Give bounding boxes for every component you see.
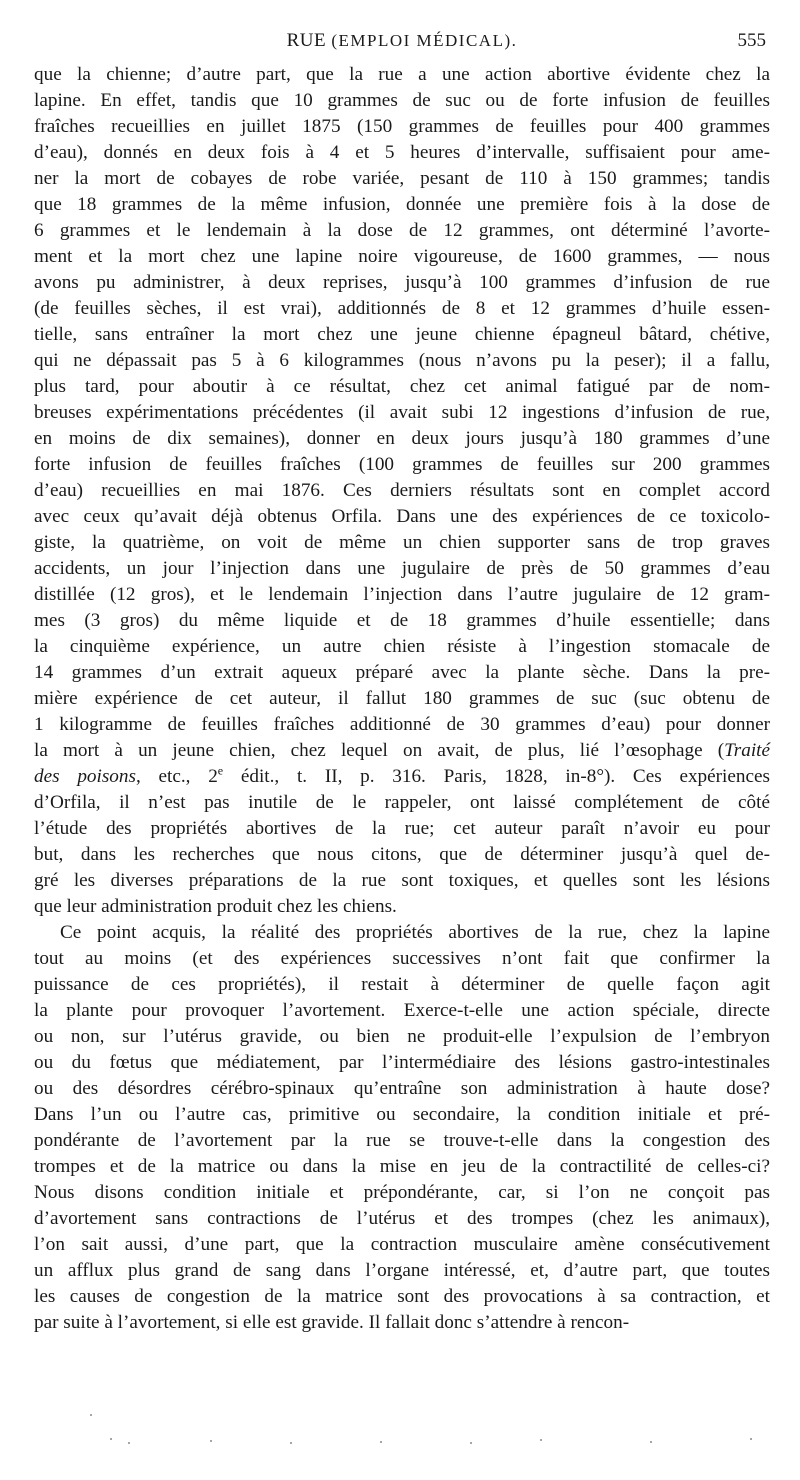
text-line: la cinquième expérience, un autre chien résiste à l’ingestion stomacale de xyxy=(34,636,770,657)
text-line: qui ne dépassait pas 5 à 6 kilogrammes (nous n’avons pu la peser); il a fallu, xyxy=(34,350,770,371)
running-title-main: RUE xyxy=(286,30,327,51)
text-line: 14 grammes d’un extrait aqueux préparé avec la plante sèche. Dans la pre- xyxy=(34,662,770,683)
text-line: lapine. En effet, tandis que 10 grammes de suc ou de forte infusion de feuilles xyxy=(34,90,770,111)
text-line: l’étude des propriétés abortives de la rue; cet auteur paraît n’avoir eu pour xyxy=(34,818,770,839)
text-line: 6 grammes et le lendemain à la dose de 12 grammes, ont déterminé l’avorte- xyxy=(34,220,770,241)
text-line: ner la mort de cobayes de robe variée, pesant de 110 à 150 grammes; tandis xyxy=(34,168,770,189)
running-header xyxy=(36,30,768,60)
text-line: pondérante de l’avortement par la rue se trouve-t-elle dans la congestion des xyxy=(34,1130,770,1151)
text-line: avons pu administrer, à deux reprises, jusqu’à 100 grammes d’infusion de rue xyxy=(34,272,770,293)
text-line: mes (3 gros) du même liquide et de 18 grammes d’huile essentielle; dans xyxy=(34,610,770,631)
running-title xyxy=(36,30,768,52)
text-line: l’on sait aussi, d’une part, que la contraction musculaire amène consécutivement xyxy=(34,1234,770,1255)
text-line: ou non, sur l’utérus gravide, ou bien ne produit-elle l’expulsion de l’embryon xyxy=(34,1026,770,1047)
text-line: tout au moins (et des expériences successives n’ont fait que confirmer la xyxy=(34,948,770,969)
text-line: ou du fœtus que médiatement, par l’intermédiaire des lésions gastro-intestinales xyxy=(34,1052,770,1073)
text-line: tielle, sans entraîner la mort chez une jeune chienne épagneul bâtard, chétive, xyxy=(34,324,770,345)
text-line: puissance de ces propriétés), il restait à déterminer de quelle façon agit xyxy=(34,974,770,995)
text-line: la mort à un jeune chien, chez lequel on avait, de plus, lié l’œsophage (Traité xyxy=(34,740,770,761)
text-line: un afflux plus grand de sang dans l’organe intéressé, et, d’autre part, que toutes xyxy=(34,1260,770,1281)
scan-specks xyxy=(90,1412,770,1452)
text-line: d’eau) recueillies en mai 1876. Ces derniers résultats sont en complet accord xyxy=(34,480,770,501)
text-line: Ce point acquis, la réalité des propriétés abortives de la rue, chez la lapine xyxy=(60,922,770,943)
text-line: avec ceux qu’avait déjà obtenus Orfila. Dans une des expériences de ce toxicolo- xyxy=(34,506,770,527)
text-line: d’avortement sans contractions de l’utérus et des trompes (chez les animaux), xyxy=(34,1208,770,1229)
body-text xyxy=(34,62,770,1336)
text-line: les causes de congestion de la matrice sont des provocations à sa contraction, et xyxy=(34,1286,770,1307)
text-line: forte infusion de feuilles fraîches (100 grammes de feuilles sur 200 grammes xyxy=(34,454,770,475)
text-line: breuses expérimentations précédentes (il avait subi 12 ingestions d’infusion de rue, xyxy=(34,402,770,423)
text-line: par suite à l’avortement, si elle est gravide. Il fallait donc s’attendre à rencon- xyxy=(34,1312,630,1333)
text-line: (de feuilles sèches, il est vrai), additionnés de 8 et 12 grammes d’huile essen- xyxy=(34,298,770,319)
text-line: plus tard, pour aboutir à ce résultat, chez cet animal fatigué par de nom- xyxy=(34,376,770,397)
text-line: d’Orfila, il n’est pas inutile de le rappeler, ont laissé complétement de côté xyxy=(34,792,770,813)
text-line: ment et la mort chez une lapine noire vigoureuse, de 1600 grammes, — nous xyxy=(34,246,770,267)
text-line: trompes et de la matrice ou dans la mise en jeu de la contractilité de celles-ci? xyxy=(34,1156,770,1177)
text-line: Dans l’un ou l’autre cas, primitive ou secondaire, la condition initiale et pré- xyxy=(34,1104,770,1125)
text-line: mière expérience de cet auteur, il fallut 180 grammes de suc (suc obtenu de xyxy=(34,688,770,709)
text-line: giste, la quatrième, on voit de même un chien supporter sans de trop graves xyxy=(34,532,770,553)
paragraph xyxy=(34,62,770,920)
text-line: accidents, un jour l’injection dans une jugulaire de près de 50 grammes d’eau xyxy=(34,558,770,579)
text-line: gré les diverses préparations de la rue sont toxiques, et quelles sont les lésions xyxy=(34,870,770,891)
text-line: des poisons, etc., 2e édit., t. II, p. 316. Paris, 1828, in-8°). Ces expériences xyxy=(34,763,770,787)
running-title-subtitle: (EMPLOI MÉDICAL). xyxy=(331,31,518,50)
text-line: d’eau), donnés en deux fois à 4 et 5 heures d’intervalle, suffisaient pour ame- xyxy=(34,142,770,163)
text-line: Nous disons condition initiale et prépondérante, car, si l’on ne conçoit pas xyxy=(34,1182,770,1203)
text-line: 1 kilogramme de feuilles fraîches additionné de 30 grammes d’eau) pour donner xyxy=(34,714,770,735)
text-line: que la chienne; d’autre part, que la rue a une action abortive évidente chez la xyxy=(34,64,770,85)
text-line: la plante pour provoquer l’avortement. Exerce-t-elle une action spéciale, directe xyxy=(34,1000,770,1021)
paragraph xyxy=(34,920,770,1336)
text-line: but, dans les recherches que nous citons, que de déterminer jusqu’à quel de- xyxy=(34,844,770,865)
page-number: 555 xyxy=(737,30,766,51)
text-line: distillée (12 gros), et le lendemain l’injection dans l’autre jugulaire de 12 gram- xyxy=(34,584,770,605)
text-line: que 18 grammes de la même infusion, donnée une première fois à la dose de xyxy=(34,194,770,215)
text-line: que leur administration produit chez les chiens. xyxy=(34,896,397,917)
text-line: fraîches recueillies en juillet 1875 (150 grammes de feuilles pour 400 grammes xyxy=(34,116,770,137)
text-line: ou des désordres cérébro-spinaux qu’entraîne son administration à haute dose? xyxy=(34,1078,770,1099)
text-line: en moins de dix semaines), donner en deux jours jusqu’à 180 grammes d’une xyxy=(34,428,770,449)
